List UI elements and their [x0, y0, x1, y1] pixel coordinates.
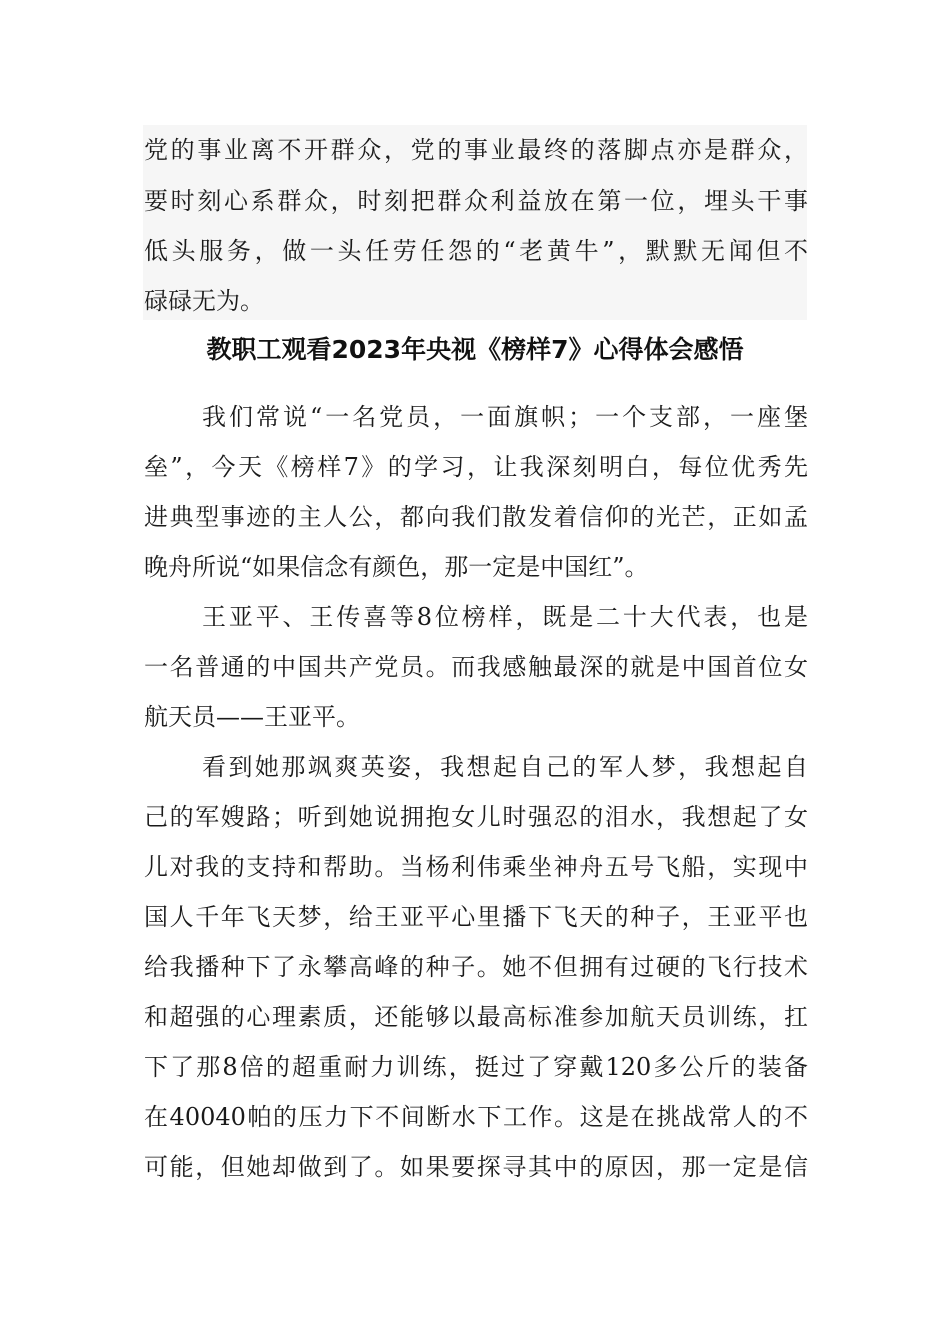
paragraph-1-line-3: 进典型事迹的主人公，都向我们散发着信仰的光芒，正如孟	[144, 503, 808, 531]
prev-line-4: 碌碌无为。	[144, 287, 264, 315]
paragraph-1-line-2: 垒”，今天《榜样7》的学习，让我深刻明白，每位优秀先	[144, 453, 808, 481]
paragraph-3-line-1: 看到她那飒爽英姿，我想起自己的军人梦，我想起自	[202, 753, 808, 781]
prev-line-1: 党的事业离不开群众，党的事业最终的落脚点亦是群众，	[144, 136, 808, 164]
prev-line-3: 低头服务，做一头任劳任怨的“老黄牛”，默默无闻但不	[144, 237, 808, 265]
paragraph-3-line-8: 在40040帕的压力下不间断水下工作。这是在挑战常人的不	[144, 1103, 808, 1131]
paragraph-3-line-9: 可能，但她却做到了。如果要探寻其中的原因，那一定是信	[144, 1153, 808, 1181]
paragraph-2-line-3: 航天员——王亚平。	[144, 703, 360, 731]
paragraph-1-line-1: 我们常说“一名党员，一面旗帜；一个支部，一座堡	[202, 403, 808, 431]
paragraph-3-line-7: 下了那8倍的超重耐力训练，挺过了穿戴120多公斤的装备	[144, 1053, 808, 1081]
paragraph-2-line-2: 一名普通的中国共产党员。而我感触最深的就是中国首位女	[144, 653, 808, 681]
paragraph-2-line-1: 王亚平、王传喜等8位榜样，既是二十大代表，也是	[202, 603, 808, 631]
prev-line-2: 要时刻心系群众，时刻把群众利益放在第一位，埋头干事	[144, 187, 808, 215]
paragraph-3-line-4: 国人千年飞天梦，给王亚平心里播下飞天的种子，王亚平也	[144, 903, 808, 931]
article-title: 教职工观看2023年央视《榜样7》心得体会感悟	[206, 335, 744, 364]
paragraph-3-line-3: 儿对我的支持和帮助。当杨利伟乘坐神舟五号飞船，实现中	[144, 853, 808, 881]
paragraph-3-line-6: 和超强的心理素质，还能够以最高标准参加航天员训练，扛	[144, 1003, 808, 1031]
paragraph-3-line-5: 给我播种下了永攀高峰的种子。她不但拥有过硬的飞行技术	[144, 953, 808, 981]
paragraph-1-line-4: 晚舟所说“如果信念有颜色，那一定是中国红”。	[144, 553, 649, 581]
paragraph-3-line-2: 己的军嫂路；听到她说拥抱女儿时强忍的泪水，我想起了女	[144, 803, 808, 831]
